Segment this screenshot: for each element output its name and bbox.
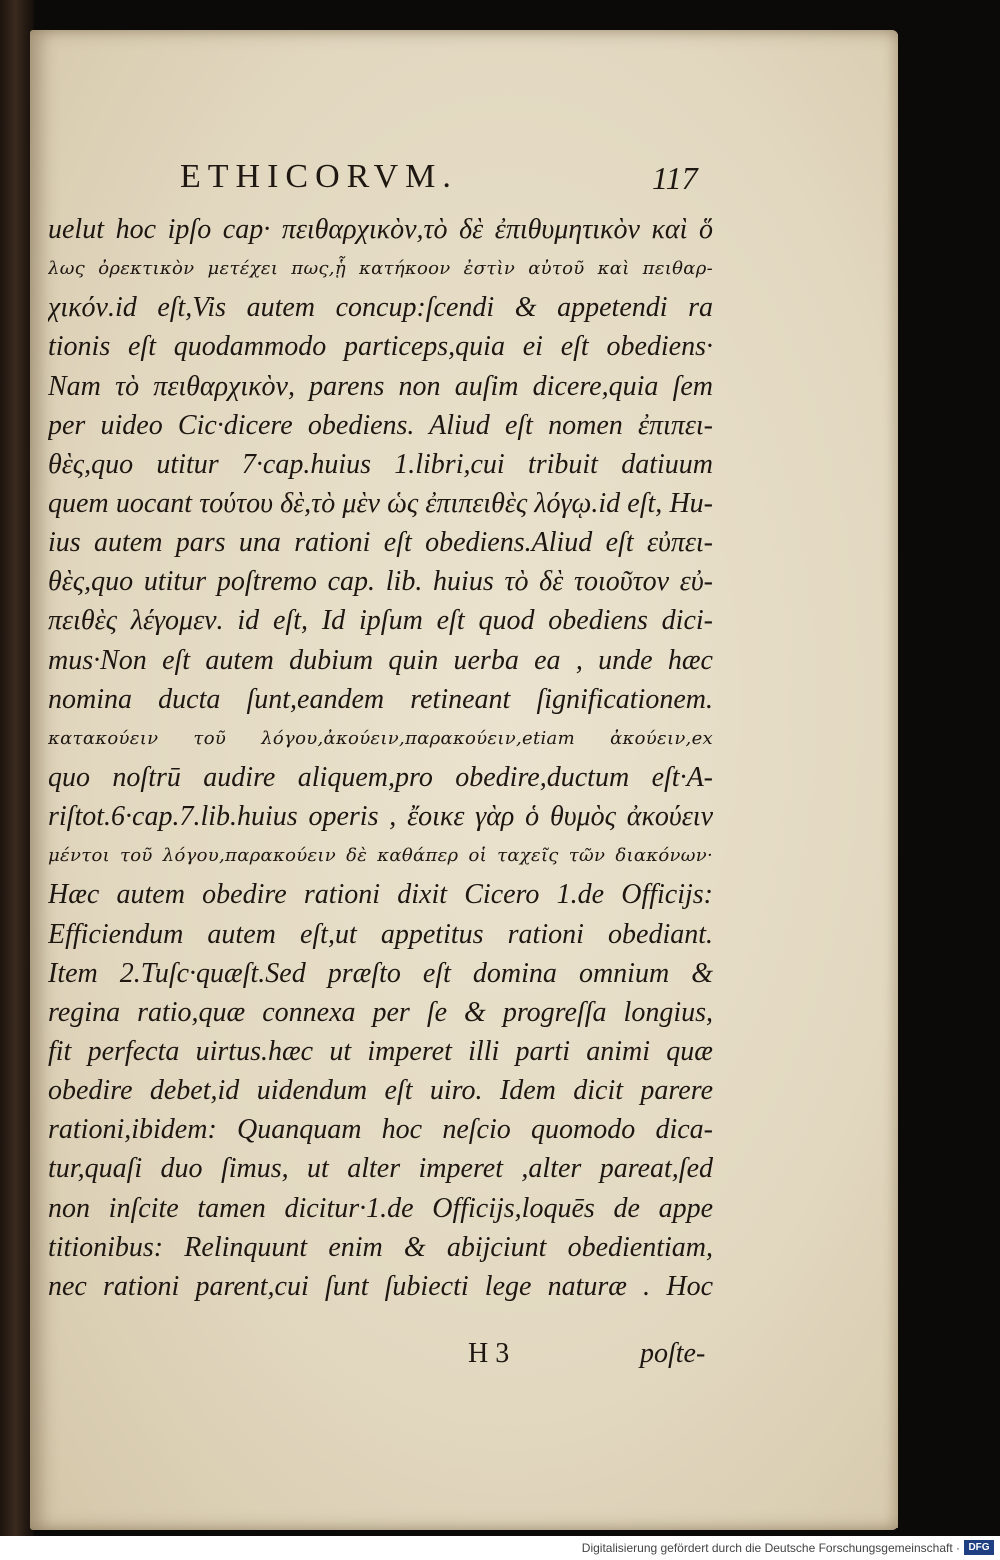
signature-mark: H 3	[468, 1338, 510, 1369]
catchword: poſte-	[640, 1338, 706, 1369]
footer-bar	[0, 1536, 1000, 1560]
text-line: πειθὲς λέγομεν. id eſt, Id ipſum eſt quod obediens dici-	[48, 605, 713, 637]
text-line: tur,quaſi duo ſimus, ut alter imperet ,alter pareat,ſed	[48, 1153, 713, 1185]
text-line: ius autem pars una rationi eſt obediens.Aliud eſt εὐπει-	[48, 527, 713, 559]
text-line: nec rationi parent,cui ſunt ſubiecti lege naturæ . Hoc	[48, 1270, 713, 1302]
dfg-logo: DFG	[964, 1540, 994, 1555]
text-line: uelut hoc ipſo cap· πειθαρχικὸν,τὸ δὲ ἐπιθυμητικὸν καὶ ὅ	[48, 214, 713, 245]
text-line: Hæc autem obedire rationi dixit Cicero 1.de Officijs:	[48, 879, 713, 911]
text-line: obedire debet,id uidendum eſt uiro. Idem dicit parere	[48, 1075, 713, 1107]
text-line: μέντοι τοῦ λόγου,παρακούειν δὲ καθάπερ οἱ ταχεῖς τῶν διακόνων·	[48, 845, 713, 867]
text-line: Efficiendum autem eſt,ut appetitus rationi obediant.	[48, 918, 713, 950]
text-line: Nam τὸ πειθαρχικὸν, parens non auſim dicere,quia ſem	[48, 370, 713, 402]
footer-credit: Digitalisierung gefördert durch die Deutsche Forschungsgemeinschaft ·	[581, 1541, 960, 1555]
text-line: χικόν.id eſt,Vis autem concup:ſcendi & appetendi ra	[48, 292, 713, 324]
text-line: tionis eſt quodammodo particeps,quia ei eſt obediens·	[48, 331, 713, 363]
body-text	[48, 210, 713, 1306]
text-line: nomina ducta ſunt,eandem retineant ſignificationem.	[48, 683, 713, 715]
text-line: fit perfecta uirtus.hæc ut imperet illi parti animi quæ	[48, 1035, 713, 1067]
text-line: λως ὀρεκτικὸν μετέχει πως,ᾗ κατήκοον ἐστὶν αὐτοῦ καὶ πειθαρ-	[48, 258, 713, 280]
text-line: regina ratio,quæ connexa per ſe & progreſſa longius,	[48, 996, 713, 1028]
text-line: κατακούειν τοῦ λόγου,ἀκούειν,παρακούειν,etiam ἀκούειν,ex	[48, 727, 713, 749]
text-line: non inſcite tamen dicitur·1.de Officijs,loquēs de appe	[48, 1192, 713, 1224]
text-line: θὲς,quo utitur poſtremo cap. lib. huius τὸ δὲ τοιοῦτον εὐ-	[48, 566, 713, 598]
text-line: per uideo Cic·dicere obediens. Aliud eſt nomen ἐπιπει-	[48, 409, 713, 441]
text-line: titionibus: Relinquunt enim & abijciunt obedientiam,	[48, 1231, 713, 1263]
running-title: ETHICORVM.	[180, 158, 458, 195]
text-line: Item 2.Tuſc·quæſt.Sed præſto eſt domina omnium &	[48, 957, 713, 989]
page-number: 117	[652, 160, 698, 196]
book-binding	[0, 0, 34, 1536]
text-line: θὲς,quo utitur 7·cap.huius 1.libri,cui tribuit datiuum	[48, 448, 713, 480]
text-line: rationi,ibidem: Quanquam hoc neſcio quomodo dica-	[48, 1114, 713, 1146]
text-line: mus·Non eſt autem dubium quin uerba ea , unde hæc	[48, 644, 713, 676]
text-line: quem uocant τούτου δὲ,τὸ μὲν ὡς ἐπιπειθὲς λόγῳ.id eſt, Hu-	[48, 487, 713, 519]
text-line: quo noſtrū audire aliquem,pro obedire,ductum eſt·A-	[48, 761, 713, 793]
text-line: riſtot.6·cap.7.lib.huius operis , ἔοικε γὰρ ὁ θυμὸς ἀκούειν	[48, 801, 713, 833]
